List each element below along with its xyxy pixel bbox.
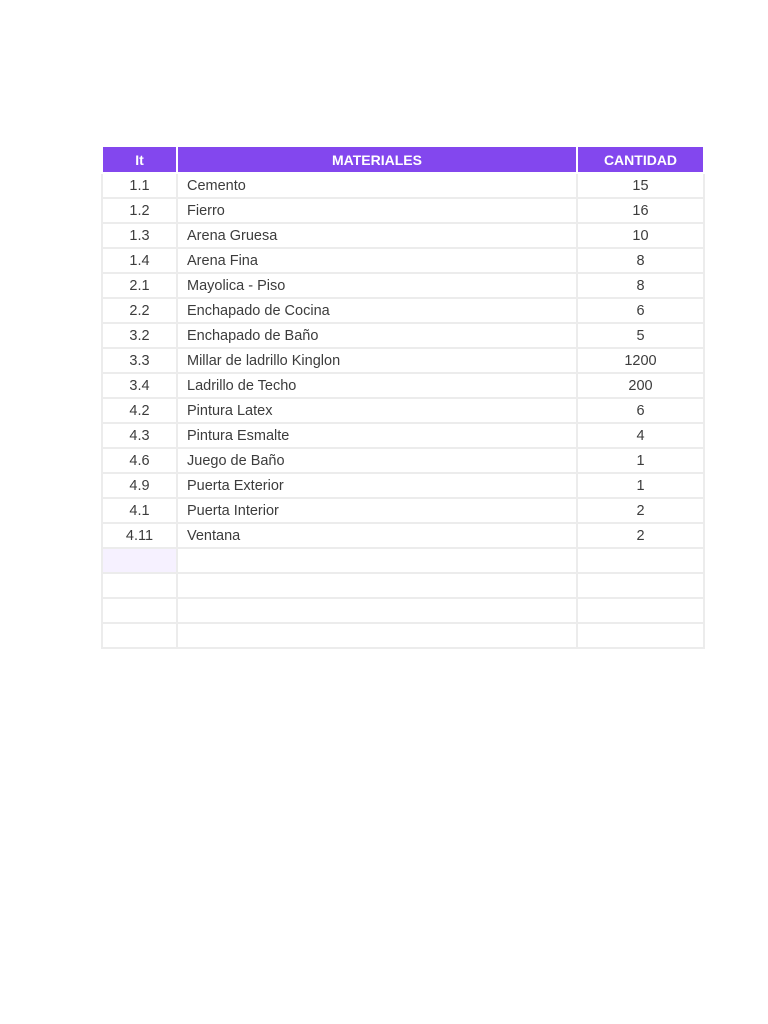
cell-it: 1.4	[102, 248, 177, 273]
table-row	[102, 448, 704, 473]
cell-quantity: 8	[577, 248, 704, 273]
cell-quantity: 200	[577, 373, 704, 398]
cell-quantity: 2	[577, 523, 704, 548]
table-row	[102, 398, 704, 423]
cell-it: 4.9	[102, 473, 177, 498]
cell-material: Ladrillo de Techo	[177, 373, 577, 398]
table-row	[102, 273, 704, 298]
cell-it: 1.2	[102, 198, 177, 223]
empty-cell	[177, 548, 577, 573]
header-row	[102, 147, 704, 173]
cell-it: 4.3	[102, 423, 177, 448]
cell-quantity: 16	[577, 198, 704, 223]
cell-it: 2.2	[102, 298, 177, 323]
cell-material: Ventana	[177, 523, 577, 548]
cell-quantity: 1200	[577, 348, 704, 373]
table-row	[102, 348, 704, 373]
empty-cell	[102, 548, 177, 573]
cell-it: 4.1	[102, 498, 177, 523]
cell-material: Pintura Latex	[177, 398, 577, 423]
table-row	[102, 248, 704, 273]
cell-it: 4.2	[102, 398, 177, 423]
cell-quantity: 6	[577, 298, 704, 323]
table-row	[102, 198, 704, 223]
cell-quantity: 2	[577, 498, 704, 523]
cell-quantity: 6	[577, 398, 704, 423]
table-header	[102, 147, 704, 173]
cell-it: 3.4	[102, 373, 177, 398]
empty-cell	[102, 623, 177, 648]
table-body	[102, 173, 704, 648]
cell-material: Enchapado de Baño	[177, 323, 577, 348]
cell-it: 3.3	[102, 348, 177, 373]
cell-it: 2.1	[102, 273, 177, 298]
cell-quantity: 1	[577, 448, 704, 473]
table-row	[102, 173, 704, 198]
empty-row	[102, 623, 704, 648]
cell-it: 1.1	[102, 173, 177, 198]
empty-row	[102, 598, 704, 623]
cell-material: Cemento	[177, 173, 577, 198]
cell-quantity: 4	[577, 423, 704, 448]
empty-cell	[577, 573, 704, 598]
table-row	[102, 373, 704, 398]
table-row	[102, 298, 704, 323]
cell-it: 3.2	[102, 323, 177, 348]
cell-material: Millar de ladrillo Kinglon	[177, 348, 577, 373]
cell-it: 1.3	[102, 223, 177, 248]
cell-quantity: 10	[577, 223, 704, 248]
cell-it: 4.11	[102, 523, 177, 548]
cell-material: Fierro	[177, 198, 577, 223]
empty-cell	[177, 573, 577, 598]
header-it: It	[102, 147, 177, 173]
cell-material: Arena Fina	[177, 248, 577, 273]
table-row	[102, 323, 704, 348]
cell-material: Juego de Baño	[177, 448, 577, 473]
empty-row	[102, 548, 704, 573]
header-materials: MATERIALES	[177, 147, 577, 173]
empty-row	[102, 573, 704, 598]
cell-material: Mayolica - Piso	[177, 273, 577, 298]
cell-material: Puerta Exterior	[177, 473, 577, 498]
materials-table	[101, 147, 705, 649]
empty-cell	[577, 598, 704, 623]
cell-material: Arena Gruesa	[177, 223, 577, 248]
cell-quantity: 1	[577, 473, 704, 498]
header-quantity: CANTIDAD	[577, 147, 704, 173]
cell-material: Pintura Esmalte	[177, 423, 577, 448]
cell-material: Puerta Interior	[177, 498, 577, 523]
empty-cell	[577, 548, 704, 573]
cell-it: 4.6	[102, 448, 177, 473]
empty-cell	[577, 623, 704, 648]
table-row	[102, 498, 704, 523]
table-row	[102, 473, 704, 498]
empty-cell	[102, 598, 177, 623]
cell-quantity: 5	[577, 323, 704, 348]
cell-quantity: 15	[577, 173, 704, 198]
cell-quantity: 8	[577, 273, 704, 298]
table-row	[102, 523, 704, 548]
table-row	[102, 223, 704, 248]
empty-cell	[177, 598, 577, 623]
empty-cell	[177, 623, 577, 648]
table-row	[102, 423, 704, 448]
empty-cell	[102, 573, 177, 598]
cell-material: Enchapado de Cocina	[177, 298, 577, 323]
